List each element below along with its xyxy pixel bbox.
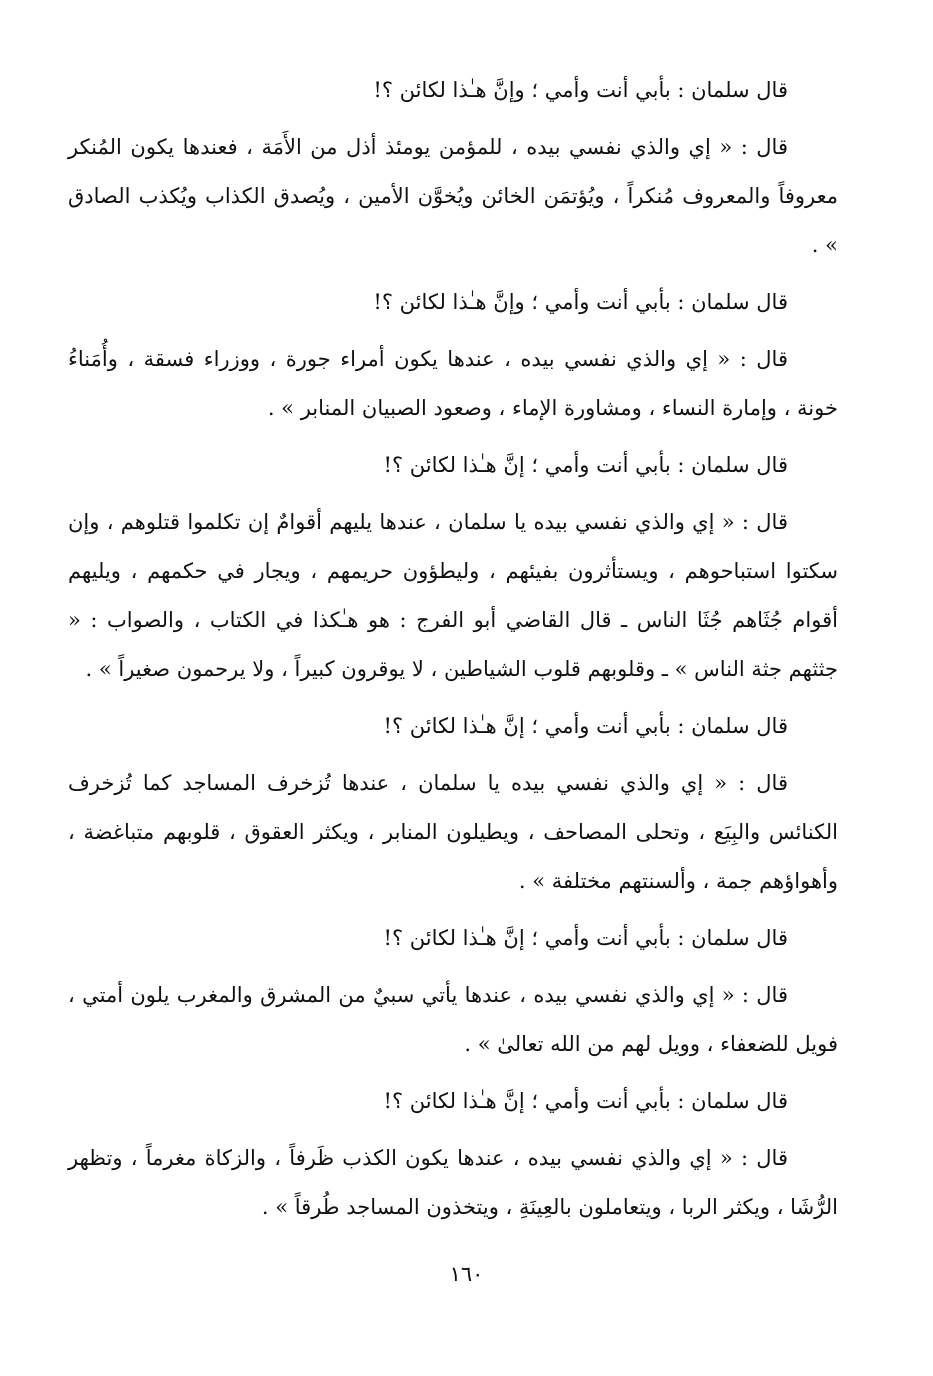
salman-question-6: قال سلمان : بأبي أنت وأمي ؛ إنَّ هـٰذا لكائن ؟! xyxy=(383,1089,788,1113)
prophet-answer-4: قال : « إي والذي نفسي بيده يا سلمان ، عندها تُزخرف المساجد كما تُزخرف الكنائس والبِيَع ، وتحلى المصاحف ، ويطيلون المنابر ، ويكثر العقوق ، قلوبهم متباغضة ، وأهواؤهم جمة ، وألسنتهم مختلفة » . xyxy=(68,771,838,893)
prophet-answer-1: قال : « إي والذي نفسي بيده ، للمؤمن يومئذ أذل من الأَمَة ، فعندها يكون المُنكر معروفاً والمعروف مُنكراً ، ويُؤتمَن الخائن ويُخوَّن الأمين ، ويُصدق الكذاب ويُكذب الصادق » . xyxy=(68,135,838,257)
prophet-answer-3: قال : « إي والذي نفسي بيده يا سلمان ، عندها يليهم أقوامٌ إن تكلموا قتلوهم ، وإن سكتوا استباحوهم ، ويستأثرون بفيئهم ، وليطؤون حريمهم ، ويجار في حكمهم ، ويليهم أقوام جُثَاهم جُثَا الناس ـ قال القاضي أبو الفرج : هو هـٰكذا في الكتاب ، والصواب : « جثثهم جثة الناس » ـ وقلوبهم قلوب الشياطين ، لا يوقرون كبيراً ، ولا يرحمون صغيراً » . xyxy=(68,510,838,681)
salman-question-1: قال سلمان : بأبي أنت وأمي ؛ وإنَّ هـٰذا لكائن ؟! xyxy=(373,78,788,102)
salman-question-2: قال سلمان : بأبي أنت وأمي ؛ وإنَّ هـٰذا لكائن ؟! xyxy=(373,290,788,314)
page-body xyxy=(68,66,838,1240)
prophet-answer-2: قال : « إي والذي نفسي بيده ، عندها يكون أمراء جورة ، ووزراء فسقة ، وأُمَناءُ خونة ، وإمارة النساء ، ومشاورة الإماء ، وصعود الصبيان المنابر » . xyxy=(68,347,838,420)
prophet-answer-5: قال : « إي والذي نفسي بيده ، عندها يأتي سبيٌ من المشرق والمغرب يلون أمتي ، فويل للضعفاء ، وويل لهم من الله تعالىٰ » . xyxy=(68,983,838,1056)
salman-question-3: قال سلمان : بأبي أنت وأمي ؛ إنَّ هـٰذا لكائن ؟! xyxy=(383,453,788,477)
salman-question-5: قال سلمان : بأبي أنت وأمي ؛ إنَّ هـٰذا لكائن ؟! xyxy=(383,926,788,950)
prophet-answer-6: قال : « إي والذي نفسي بيده ، عندها يكون الكذب ظَرفاً ، والزكاة مغرماً ، وتظهر الرُّشَا ، ويكثر الربا ، ويتعاملون بالعِينَةِ ، ويتخذون المساجد طُرقاً » . xyxy=(68,1146,838,1219)
salman-question-4: قال سلمان : بأبي أنت وأمي ؛ إنَّ هـٰذا لكائن ؟! xyxy=(383,714,788,738)
page-number: ١٦٠ xyxy=(449,1262,484,1286)
